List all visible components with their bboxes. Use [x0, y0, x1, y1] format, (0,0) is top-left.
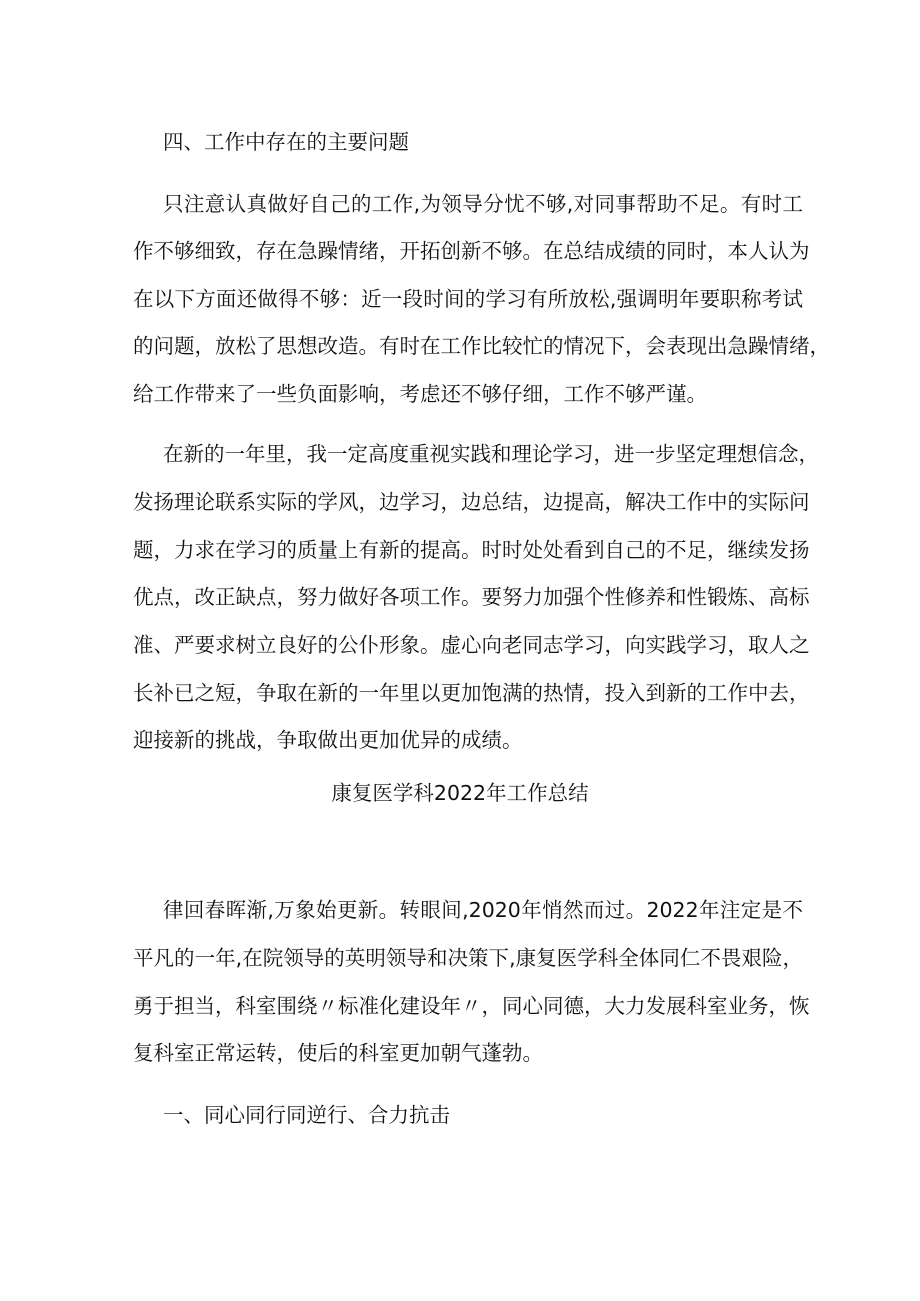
paragraph-line: 发扬理论联系实际的学风，边学习，边总结，边提高，解决工作中的实际问 [133, 490, 810, 514]
paragraph-line: 长补已之短，争取在新的一年里以更加饱满的热情，投入到新的工作中去， [133, 681, 810, 705]
paragraph-line: 准、严要求树立良好的公仆形象。虚心向老同志学习，向实践学习，取人之 [133, 633, 810, 657]
paragraph-line: 在以下方面还做得不够：近一段时间的学习有所放松,强调明年要职称考试 [133, 287, 803, 311]
paragraph-line: 优点，改正缺点，努力做好各项工作。要努力加强个性修养和性锻炼、高标 [133, 585, 810, 609]
paragraph-line: 律回春晖渐,万象始更新。转眼间,2020年悄然而过。2022年注定是不 [163, 898, 803, 922]
paragraph-line: 迎接新的挑战，争取做出更加优异的成绩。 [133, 728, 523, 752]
paragraph-line: 的问题，放松了思想改造。有时在工作比较忙的情况下，会表现出急躁情绪， [133, 334, 830, 358]
paragraph-line: 复科室正常运转，使后的科室更加朝气蓬勃。 [133, 1041, 543, 1065]
paragraph-line: 平凡的一年,在院领导的英明领导和决策下,康复医学科全体同仁不畏艰险， [133, 946, 803, 970]
document-title: 康复医学科2022年工作总结 [331, 781, 589, 805]
paragraph-line: 只注意认真做好自己的工作,为领导分忧不够,对同事帮助不足。有时工 [163, 192, 803, 216]
paragraph-line: 在新的一年里，我一定高度重视实践和理论学习，进一步坚定理想信念， [163, 442, 819, 466]
paragraph-line: 题，力求在学习的质量上有新的提高。时时处处看到自己的不足，继续发扬 [133, 538, 810, 562]
section-heading-unite: 一、同心同行同逆行、合力抗击 [163, 1103, 450, 1127]
paragraph-line: 给工作带来了一些负面影响，考虑还不够仔细，工作不够严谨。 [133, 382, 707, 406]
section-heading-problems: 四、工作中存在的主要问题 [163, 130, 409, 154]
paragraph-line: 作不够细致，存在急躁情绪，开拓创新不够。在总结成绩的同时，本人认为 [133, 239, 810, 263]
paragraph-line: 勇于担当，科室围绕〃标准化建设年〃，同心同德，大力发展科室业务，恢 [133, 994, 810, 1018]
